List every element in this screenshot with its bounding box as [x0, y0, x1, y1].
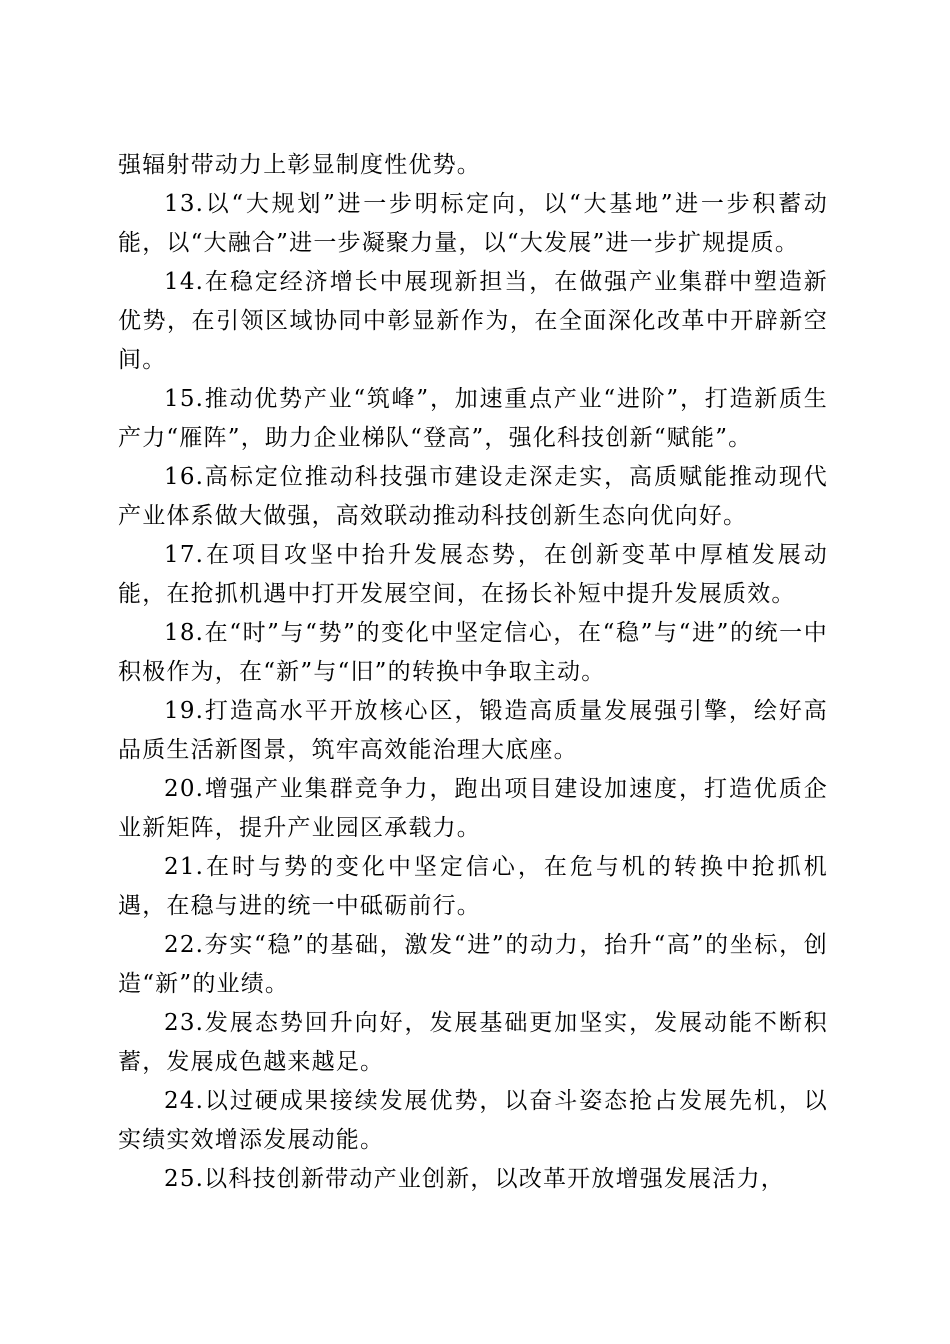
- paragraph-13: 13.以“大规划”进一步明标定向，以“大基地”进一步积蓄动能，以“大融合”进一步凝聚力量，以“大发展”进一步扩规提质。: [118, 191, 828, 256]
- paragraph-23: 23.发展态势回升向好，发展基础更加坚实，发展动能不断积蓄，发展成色越来越足。: [118, 1010, 828, 1075]
- paragraph-17: 17.在项目攻坚中抬升发展态势，在创新变革中厚植发展动能，在抢抓机遇中打开发展空间，在扬长补短中提升发展质效。: [118, 542, 828, 607]
- paragraph-22: 22.夯实“稳”的基础，激发“进”的动力，抬升“高”的坐标，创造“新”的业绩。: [118, 932, 828, 997]
- document-body: [118, 146, 828, 1199]
- paragraph-21: 21.在时与势的变化中坚定信心，在危与机的转换中抢抓机遇，在稳与进的统一中砥砺前行。: [118, 854, 828, 919]
- paragraph-19: 19.打造高水平开放核心区，锻造高质量发展强引擎，绘好高品质生活新图景，筑牢高效能治理大底座。: [118, 698, 828, 763]
- paragraph-25: 25.以科技创新带动产业创新，以改革开放增强发展活力，: [164, 1166, 785, 1192]
- paragraph-15: 15.推动优势产业“筑峰”，加速重点产业“进阶”，打造新质生产力“雁阵”，助力企业梯队“登高”，强化科技创新“赋能”。: [118, 386, 828, 451]
- paragraph-20: 20.增强产业集群竞争力，跑出项目建设加速度，打造优质企业新矩阵，提升产业园区承载力。: [118, 776, 828, 841]
- paragraph-24: 24.以过硬成果接续发展优势，以奋斗姿态抢占发展先机，以实绩实效增添发展动能。: [118, 1088, 828, 1153]
- paragraph-16: 16.高标定位推动科技强市建设走深走实，高质赋能推动现代产业体系做大做强，高效联动推动科技创新生态向优向好。: [118, 464, 828, 529]
- paragraph-18: 18.在“时”与“势”的变化中坚定信心，在“稳”与“进”的统一中积极作为，在“新”与“旧”的转换中争取主动。: [118, 620, 828, 685]
- paragraph-continuation: 强辐射带动力上彰显制度性优势。: [118, 152, 481, 178]
- paragraph-14: 14.在稳定经济增长中展现新担当，在做强产业集群中塑造新优势，在引领区域协同中彰显新作为，在全面深化改革中开辟新空间。: [118, 269, 828, 373]
